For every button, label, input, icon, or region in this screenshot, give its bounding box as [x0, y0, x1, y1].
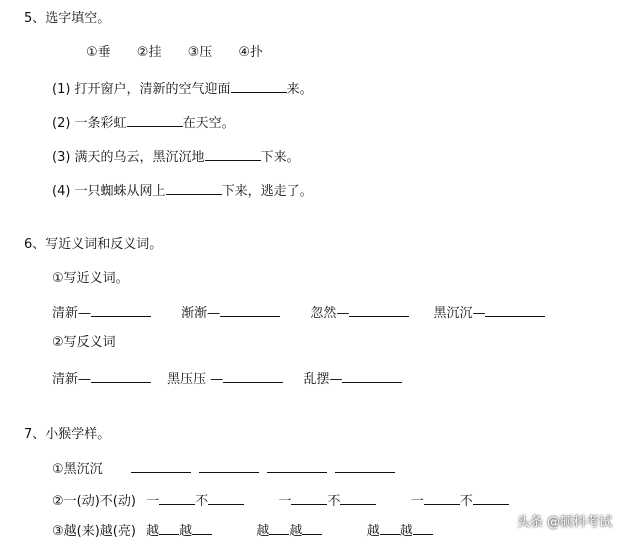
q6-antonym-row: 清新— 黑压压 — 乱摆— — [52, 368, 402, 389]
fill-blank[interactable] — [342, 368, 402, 383]
q5-options — [86, 44, 263, 62]
q6-synonym-label: ①写近义词。 — [52, 271, 129, 286]
fill-blank[interactable] — [335, 458, 395, 473]
fill-blank[interactable] — [192, 520, 212, 535]
fill-blank[interactable] — [424, 490, 460, 505]
q6-antonym-label: ②写反义词 — [52, 335, 116, 350]
fill-blank[interactable] — [380, 520, 400, 535]
fill-blank[interactable] — [159, 490, 195, 505]
fill-blank[interactable] — [340, 490, 376, 505]
fill-blank[interactable] — [220, 302, 280, 317]
fill-blank[interactable] — [91, 302, 151, 317]
fill-blank[interactable] — [159, 520, 179, 535]
q6-synonym-row: 清新— 渐渐— 忽然— 黑沉沉— — [52, 302, 545, 323]
fill-blank[interactable] — [267, 458, 327, 473]
q7-row-2: ②一(动)不(动) 一 不 一 不 一 不 — [52, 490, 509, 511]
q7-title: 7、小猴学样。 — [24, 427, 111, 442]
q5-item-2: (2) 一条彩虹 在天空。 — [52, 112, 235, 133]
q6-title: 6、写近义词和反义词。 — [24, 237, 163, 252]
fill-blank[interactable] — [349, 302, 409, 317]
fill-blank[interactable] — [291, 490, 327, 505]
q5-item-1: (1) 打开窗户，清新的空气迎面 来。 — [52, 78, 313, 99]
option-1: ①垂 — [86, 45, 111, 60]
fill-blank[interactable] — [269, 520, 289, 535]
fill-blank[interactable] — [302, 520, 322, 535]
q5-title: 5、选字填空。 — [24, 11, 111, 26]
fill-blank[interactable] — [485, 302, 545, 317]
fill-blank[interactable] — [208, 490, 244, 505]
fill-blank[interactable] — [199, 458, 259, 473]
fill-blank[interactable] — [131, 458, 191, 473]
fill-blank[interactable] — [231, 78, 287, 93]
fill-blank[interactable] — [91, 368, 151, 383]
fill-blank[interactable] — [127, 112, 183, 127]
fill-blank[interactable] — [223, 368, 283, 383]
fill-blank[interactable] — [205, 146, 261, 161]
q7-row-1: ①黑沉沉 — [52, 458, 395, 479]
q5-item-3: (3) 满天的乌云，黑沉沉地 下来。 — [52, 146, 300, 167]
option-3: ③压 — [187, 45, 213, 60]
fill-blank[interactable] — [473, 490, 509, 505]
watermark: 头条 @硕科考试 — [516, 515, 612, 530]
option-2: ②挂 — [136, 45, 162, 60]
q7-row-3: ③越(来)越(亮) 越 越 越 越 越 越 — [52, 520, 433, 541]
fill-blank[interactable] — [166, 180, 222, 195]
fill-blank[interactable] — [413, 520, 433, 535]
q5-item-4: (4) 一只蜘蛛从网上 下来，逃走了。 — [52, 180, 313, 201]
option-4: ④扑 — [238, 45, 264, 60]
